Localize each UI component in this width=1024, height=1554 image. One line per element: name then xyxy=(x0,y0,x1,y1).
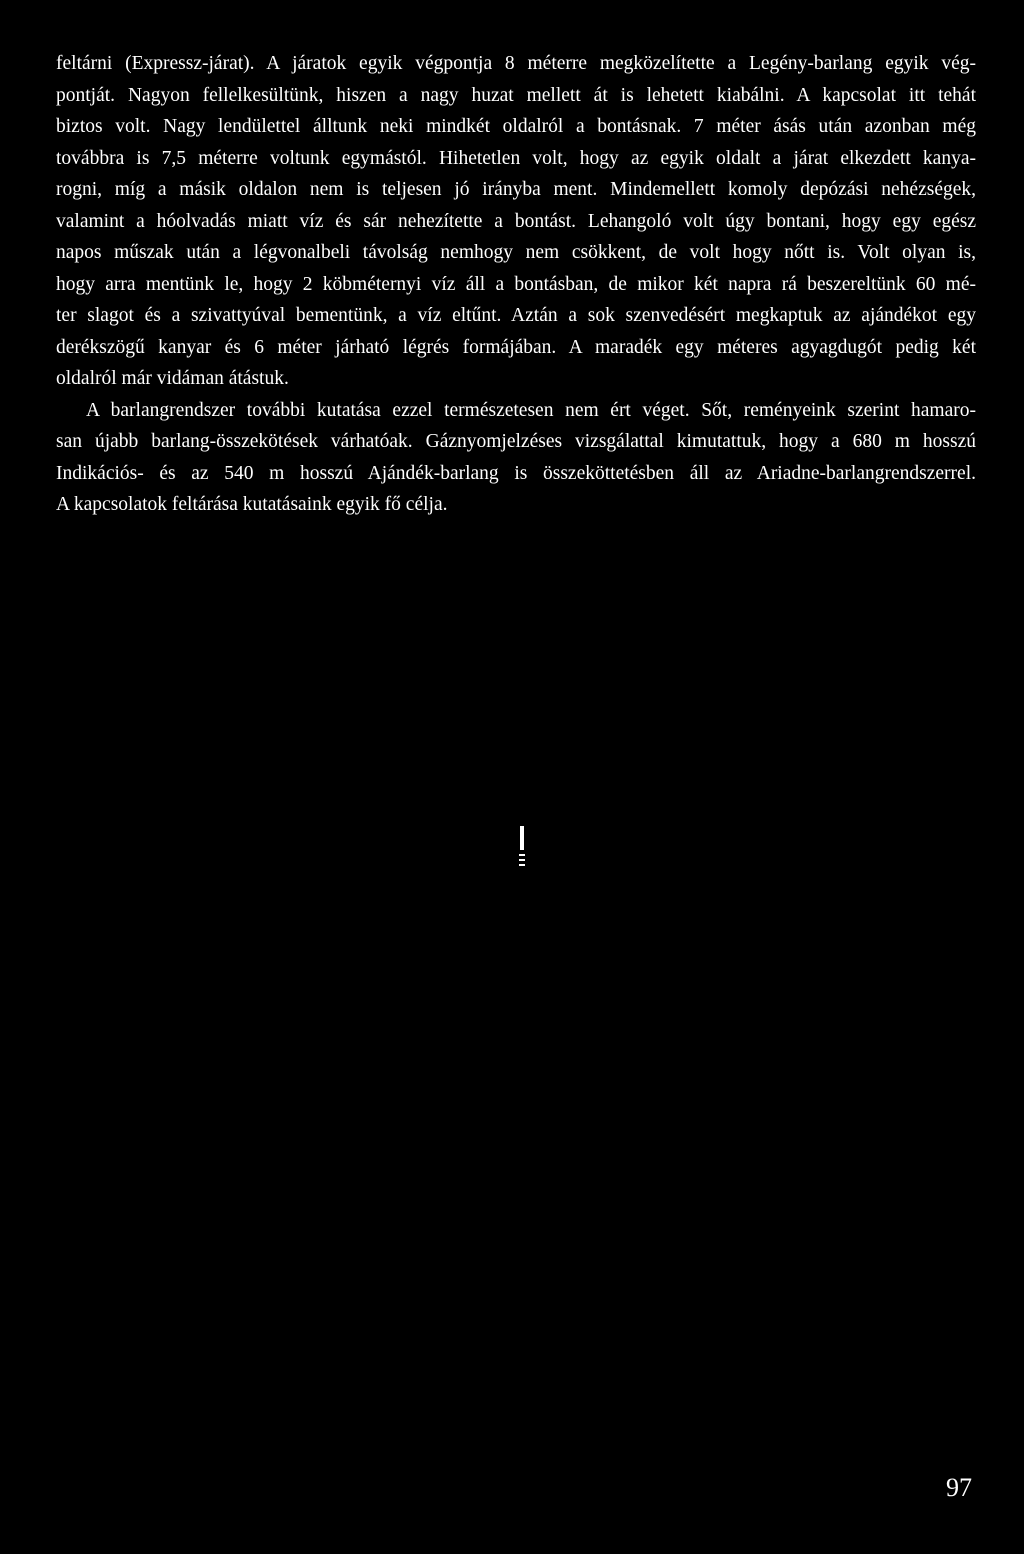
text-line: feltárni (Expressz-járat). A járatok egyik végpontja 8 méterre megközelítette a Legény-barlang egyik vég- xyxy=(56,53,976,74)
text-line: san újabb barlang-összekötések várhatóak. Gáznyomjelzéses vizsgálattal kimutattuk, hogy a 680 m hosszú xyxy=(56,431,976,452)
text-line: ter slagot és a szivattyúval bementünk, a víz eltűnt. Aztán a sok szenvedésért megkaptuk az ajándékot egy xyxy=(56,305,976,326)
text-line: továbbra is 7,5 méterre voltunk egymástól. Hihetetlen volt, hogy az egyik oldalt a járat elkezdett kanya- xyxy=(56,147,976,169)
paragraph-2 xyxy=(56,395,976,521)
page-number: 97 xyxy=(946,1473,972,1502)
text-line: hogy arra mentünk le, hogy 2 köbméternyi víz áll a bontásban, de mikor két napra rá beszereltünk 60 mé- xyxy=(56,273,976,295)
text-line: Indikációs- és az 540 m hosszú Ajándék-barlang is összeköttetésben áll az Ariadne-barlangrendszerrel. xyxy=(56,462,976,484)
text-line: valamint a hóolvadás miatt víz és sár nehezítette a bontást. Lehangoló volt úgy bontani, hogy egy egész xyxy=(56,210,976,232)
text-line: derékszögű kanyar és 6 méter járható légrés formájában. A maradék egy méteres agyagdugót pedig két xyxy=(56,336,976,358)
scan-mark-icon xyxy=(518,826,526,866)
text-line: rogni, míg a másik oldalon nem is teljesen jó irányba ment. Mindemellett komoly depózási nehézségek, xyxy=(56,179,976,200)
body-text xyxy=(56,48,976,521)
text-line: oldalról már vidáman átástuk. xyxy=(56,368,289,389)
text-line: napos műszak után a légvonalbeli távolság nemhogy nem csökkent, de volt hogy nőtt is. Volt olyan is, xyxy=(56,242,976,263)
text-line: A barlangrendszer további kutatása ezzel természetesen nem ért véget. Sőt, reményeink szerint hamaro- xyxy=(86,399,976,421)
text-line: A kapcsolatok feltárása kutatásaink egyik fő célja. xyxy=(56,494,448,515)
text-line: pontját. Nagyon fellelkesültünk, hiszen a nagy huzat mellett át is lehetett kiabálni. A kapcsolat itt tehát xyxy=(56,84,976,106)
paragraph-1 xyxy=(56,48,976,395)
text-line: biztos volt. Nagy lendülettel álltunk neki mindkét oldalról a bontásnak. 7 méter ásás után azonban még xyxy=(56,116,976,137)
